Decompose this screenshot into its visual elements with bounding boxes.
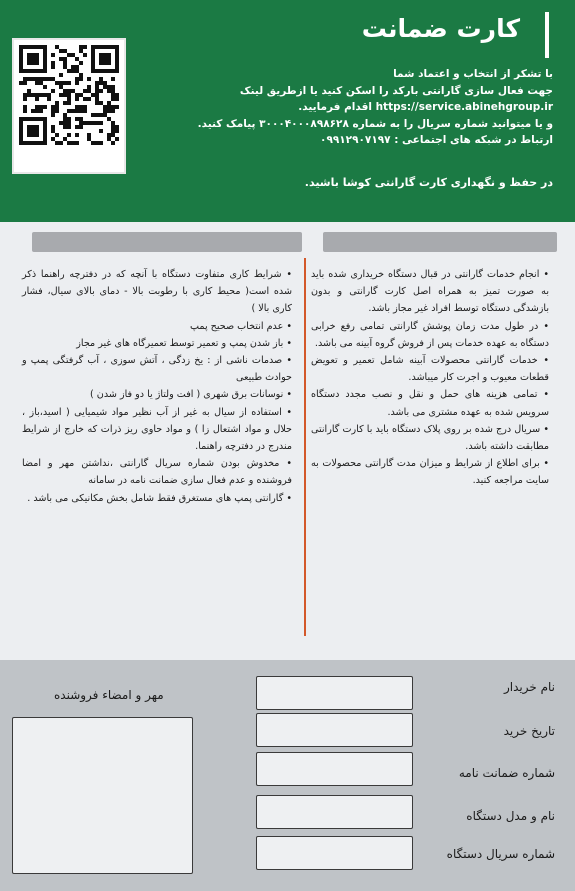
terms-item: • خدمات گارانتی محصولات آبینه شامل تعمیر و تعویض قطعات معیوب و اجرت کار میباشد.: [311, 355, 549, 384]
instruction-line: ارتباط در شبکه های اجتماعی : ۰۹۹۱۲۹۰۷۱۹۷: [320, 134, 553, 146]
device-serial-label: شماره سریال دستگاه: [446, 847, 555, 861]
warranty-number-field[interactable]: [256, 752, 413, 786]
exclusion-item: • گارانتی پمپ های مستغرق فقط شامل بخش مکانیکی می باشد .: [27, 492, 292, 504]
buyer-name-label: نام خریدار: [503, 680, 555, 694]
exclusion-item: • عدم انتخاب صحیح پمپ: [190, 320, 292, 332]
buyer-info-form: [0, 660, 575, 891]
purchase-date-field[interactable]: [256, 713, 413, 747]
exclusion-item: • باز شدن پمپ و تعمیر توسط تعمیرگاه های غیر مجاز: [76, 337, 292, 349]
card-header: [0, 0, 575, 222]
terms-item: • در طول مدت زمان پوشش گارانتی تمامی رفع خرابی دستگاه به عهده خدمات پس از فروش گروه آبینه می باشد.: [311, 320, 549, 349]
warranty-number-label: شماره ضمانت نامه: [458, 766, 555, 780]
terms-heading-bar-left: [32, 232, 302, 252]
instruction-link-line[interactable]: https://service.abinehgroup.ir اقدام فرمایید.: [298, 101, 553, 113]
warranty-terms-column: [311, 266, 549, 490]
exclusion-item: • صدمات ناشی از : یخ زدگی ، آتش سوزی ، آب گرفتگی پمپ و حوادث طبیعی: [22, 355, 292, 384]
exclusion-item: • مخدوش بودن شماره سریال گارانتی ،نداشتن مهر و امضا فروشنده و عدم فعال سازی ضمانت نامه در سامانه: [22, 458, 292, 487]
activation-instructions: [123, 66, 553, 149]
title-accent-bar: [545, 12, 549, 58]
device-serial-field[interactable]: [256, 836, 413, 870]
exclusions-column: [22, 266, 292, 507]
instruction-line: جهت فعال سازی گارانتی بارکد را اسکن کنید یا ازطریق لینک: [239, 84, 553, 97]
exclusion-item: • استفاده از سیال به غیر از آب نظیر مواد شیمیایی ( اسید،باز ، حلال و مواد اشتعال زا ) و مواد حاوی ریز ذرات که خارج از شرایط مندرج در دفترچه راهنما.: [22, 406, 292, 453]
terms-item: • تمامی هزینه های حمل و نقل و نصب مجدد دستگاه سرویس شده به عهده مشتری می باشد.: [311, 389, 549, 418]
instruction-line: و یا میتوانید شماره سریال را به شماره ۳۰۰۰۴۰۰۰۸۹۸۶۲۸ پیامک کنید.: [197, 117, 553, 130]
qr-code-icon[interactable]: [12, 38, 126, 174]
instruction-line: با تشکر از انتخاب و اعتماد شما: [393, 68, 553, 80]
terms-item: • انجام خدمات گارانتی در قبال دستگاه خریداری شده باید به صورت تمیز به همراه اصل کارت گارانتی و بدون بازشدگی دستگاه توسط افراد غیر مجاز باشد.: [311, 269, 549, 315]
seller-seal-box[interactable]: [12, 717, 193, 874]
terms-item: • سریال درج شده بر روی پلاک دستگاه باید با کارت گارانتی مطابقت داشته باشد.: [311, 423, 549, 453]
card-title: کارت ضمانت: [361, 14, 520, 43]
terms-item: • برای اطلاع از شرایط و میزان مدت گارانتی محصولات به سایت مراجعه کنید.: [311, 458, 549, 487]
seller-seal-label: مهر و امضاء فروشنده: [54, 688, 164, 702]
care-note: در حفظ و نگهداری کارت گارانتی کوشا باشید.: [304, 176, 553, 189]
device-model-field[interactable]: [256, 795, 413, 829]
buyer-name-field[interactable]: [256, 676, 413, 710]
terms-section: [0, 222, 575, 660]
column-divider: [304, 258, 306, 636]
exclusion-item: • شرایط کاری متفاوت دستگاه با آنچه که در دفترچه راهنما ذکر شده است( محیط کاری با رطوبت بالا - دمای بالای سیال، فشار کاری بالا ): [22, 269, 292, 315]
terms-heading-bar-right: [323, 232, 557, 252]
purchase-date-label: تاریخ خرید: [503, 724, 555, 738]
device-model-label: نام و مدل دستگاه: [466, 809, 555, 823]
exclusion-item: • نوسانات برق شهری ( افت ولتاژ یا دو فاز شدن ): [89, 389, 292, 401]
